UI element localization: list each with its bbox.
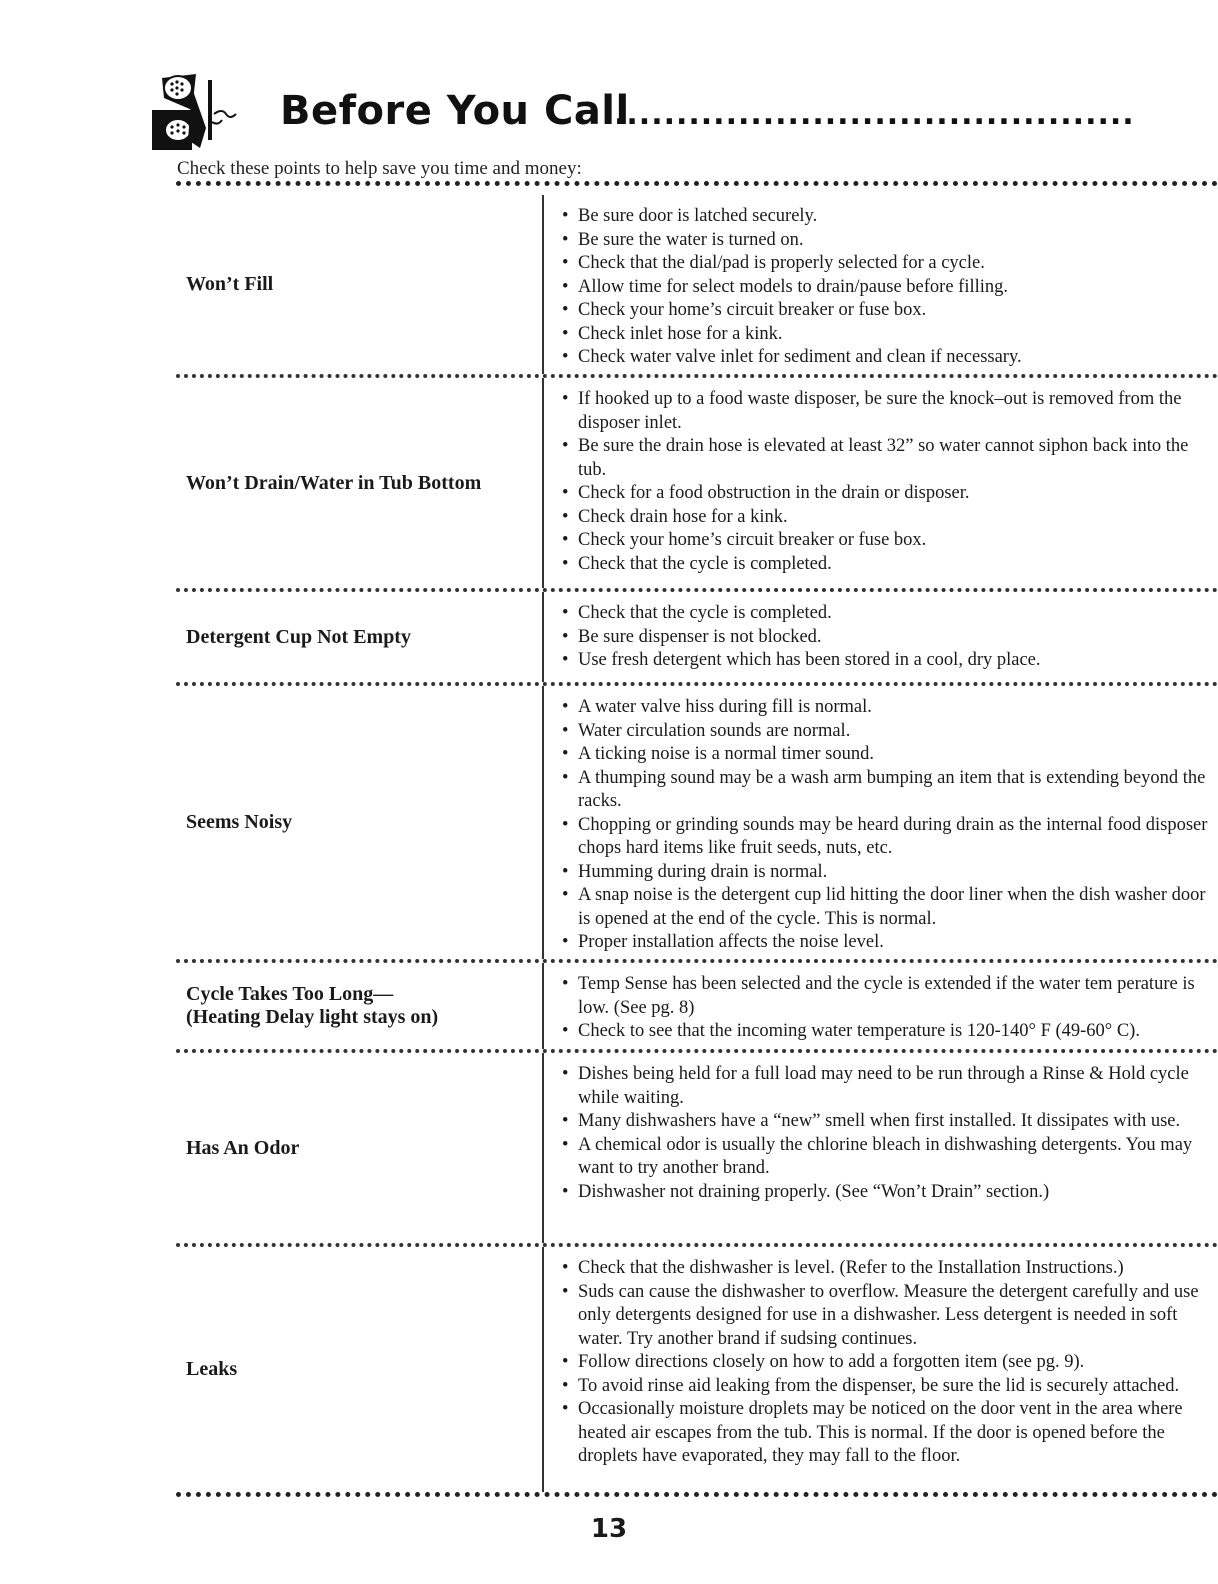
list-item: • Dishes being held for a full load may need to be run through a Rinse & Hold cycle while waiting. [562,1063,1218,1110]
solution-list [542,686,1218,959]
dishwasher-spray-arm-icon [152,70,262,150]
solution-list [542,1247,1218,1492]
problem-label: Won’t Drain/Water in Tub Bottom [186,471,482,494]
problem-label: Detergent Cup Not Empty [186,625,411,648]
list-item: • Allow time for select models to drain/pause before filling. [562,276,1218,300]
list-item: • Chopping or grinding sounds may be heard during drain as the internal food disposer chops hard items like fruit seeds, nuts, etc. [562,814,1218,861]
list-item: • A thumping sound may be a wash arm bumping an item that is extending beyond the racks. [562,767,1218,814]
list-item: • Be sure the water is turned on. [562,229,1218,253]
list-item: • Be sure the drain hose is elevated at least 32” so water cannot siphon back into the tub. [562,435,1218,482]
problem-label: Seems Noisy [186,811,293,833]
list-item: • Check that the dial/pad is properly selected for a cycle. [562,252,1218,276]
table-row [176,378,1218,592]
solution-list [542,195,1218,374]
list-item: • Check your home’s circuit breaker or fuse box. [562,529,1218,553]
list-item: • Temp Sense has been selected and the cycle is extended if the water tem perature is low. (See pg. 8) [562,973,1218,1020]
list-item: • A water valve hiss during fill is normal. [562,696,1218,720]
list-item: • Check that the cycle is completed. [562,553,1218,577]
solution-list [542,1053,1218,1243]
list-item: • Check to see that the incoming water temperature is 120-140° F (49-60° C). [562,1020,1218,1044]
list-item: • Suds can cause the dishwasher to overflow. Measure the detergent carefully and use only detergents designed for use in a dishwasher. Less detergent is needed in soft water. Try another brand if sudsing continues. [562,1281,1218,1352]
list-item: • Follow directions closely on how to add a forgotten item (see pg. 9). [562,1351,1218,1375]
page-title: Before You Call [280,88,630,134]
list-item: • Check that the cycle is completed. [562,602,1218,626]
table-row [176,1053,1218,1247]
solution-list [542,592,1218,682]
table-row [176,592,1218,686]
title-leader-dots: .......................................... [614,100,1135,130]
table-row [176,686,1218,963]
list-item: • Proper installation affects the noise level. [562,931,1218,955]
problem-label: Won’t Fill [186,273,274,295]
list-item: • Check inlet hose for a kink. [562,323,1218,347]
problem-label: Cycle Takes Too Long— (Heating Delay light stays on) [186,983,439,1028]
list-item: • To avoid rinse aid leaking from the dispenser, be sure the lid is securely attached. [562,1375,1218,1399]
problem-label: Has An Odor [186,1136,300,1159]
solution-list [542,378,1218,588]
list-item: • Dishwasher not draining properly. (See “Won’t Drain” section.) [562,1181,1218,1205]
list-item: • Check your home’s circuit breaker or fuse box. [562,299,1218,323]
page-header [152,70,1218,150]
problem-label: Leaks [186,1358,238,1380]
list-item: • Check that the dishwasher is level. (Refer to the Installation Instructions.) [562,1257,1218,1281]
list-item: • Many dishwashers have a “new” smell when first installed. It dissipates with use. [562,1110,1218,1134]
table-row [176,963,1218,1053]
list-item: • Occasionally moisture droplets may be noticed on the door vent in the area where heated air escapes from the tub. This is normal. If the door is opened before the droplets have evaporated, they may fall to the floor. [562,1398,1218,1469]
troubleshooting-table [176,195,1218,1497]
list-item: • A ticking noise is a normal timer sound. [562,743,1218,767]
page-number: 13 [590,1514,628,1544]
list-item: • A chemical odor is usually the chlorine bleach in dishwashing detergents. You may want to try another brand. [562,1134,1218,1181]
list-item: • Check for a food obstruction in the drain or disposer. [562,482,1218,506]
list-item: • Be sure door is latched securely. [562,205,1218,229]
list-item: • Be sure dispenser is not blocked. [562,626,1218,650]
solution-list [542,963,1218,1049]
list-item: • Check drain hose for a kink. [562,506,1218,530]
list-item: • If hooked up to a food waste disposer, be sure the knock–out is removed from the disposer inlet. [562,388,1218,435]
list-item: • Humming during drain is normal. [562,861,1218,885]
table-row [176,1247,1218,1497]
table-row [176,195,1218,378]
intro-text: Check these points to help save you time and money: [177,158,582,179]
list-item: • A snap noise is the detergent cup lid hitting the door liner when the dish washer door is opened at the end of the cycle. This is normal. [562,884,1218,931]
top-dotted-rule [176,181,1218,196]
list-item: • Use fresh detergent which has been stored in a cool, dry place. [562,649,1218,673]
list-item: • Water circulation sounds are normal. [562,720,1218,744]
list-item: • Check water valve inlet for sediment and clean if necessary. [562,346,1218,370]
